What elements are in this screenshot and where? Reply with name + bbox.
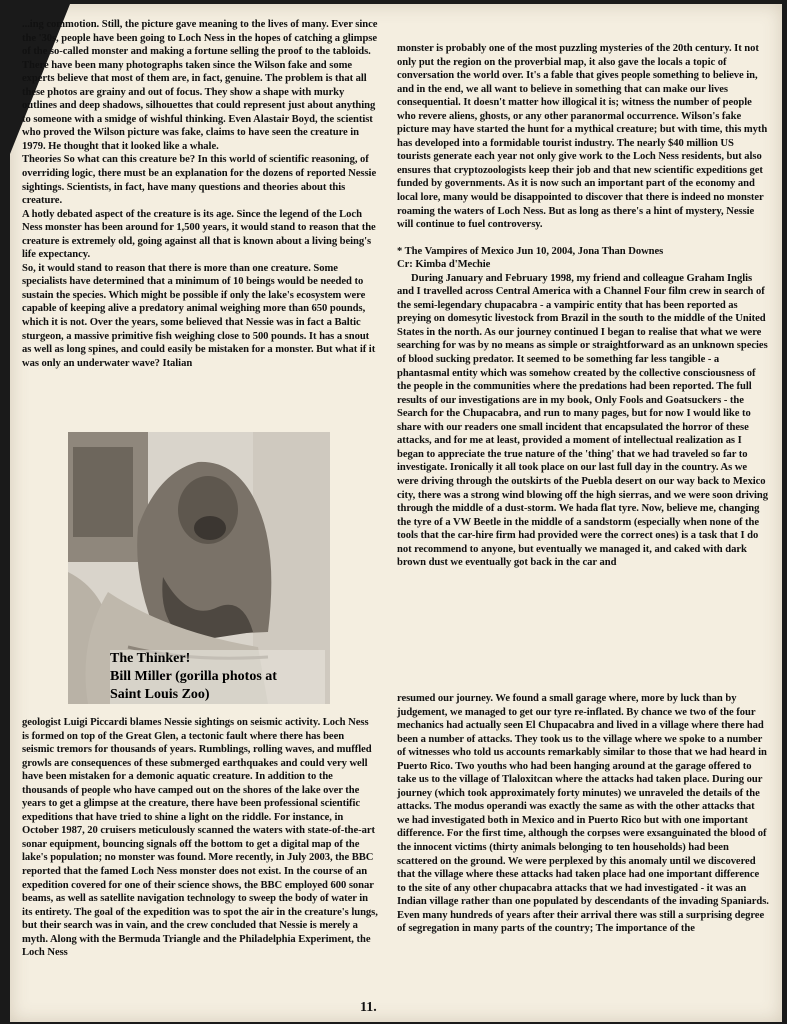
photo-caption xyxy=(110,650,325,704)
magazine-page xyxy=(10,4,782,1022)
right-column-top xyxy=(397,42,769,570)
paragraph: monster is probably one of the most puzzling mysteries of the 20th century. It not only put the region on the proverbial map, it also gave the locals a topic of conversation the world over. It's a fable that gives people something to believe in, and in the end, we all want to believe in something that can make our lives consequential. It doesn't matter how illogical it is; witness the number of people who revere aliens, ghosts, or any other paranormal occurrence. Wilson's fake picture may have started the hunt for a mythical creature; but with time, this myth has developed into a formidable tourist industry. The nearly $40 million US tourists generate each year not only give work to the Loch Ness residents, but also ensures that cryptozoologists keep their job and that new scientific expeditions get funded by governments. As it is now such an important part of the economy and local lore, many would be disappointed to discover that there is indeed no monster roaming the waters of Loch Ness. But as long as there's a hint of mystery, Nessie will continue to fuel controversy. xyxy=(397,43,768,231)
paragraph: So, it would stand to reason that there is more than one creature. Some specialists have determined that a minimum of 10 beings would be needed to sustain the species. Which might be possible if only the lake's ecosystem were capable of keeping alive a predatory animal weighing more than 650 pounds, which it is not. Over the years, some believed that Nessie was in fact a Baltic sturgeon, a massive primitive fish weighing close to 500 pounds. It has a snout as well as long spines, and could easily be mistaken for a monster. But what if it was only an underwater wave? Italian xyxy=(22,262,376,369)
right-column-bottom xyxy=(397,692,769,936)
paragraph: Theories So what can this creature be? In this world of scientific reasoning, of overriding logic, there must be an explanation for the dozens of reported Nessie sightings. Scientists, in fact, have many questions and theories about this creature. xyxy=(22,154,377,207)
paragraph: ...ing commotion. Still, the picture gave meaning to the lives of many. Ever since the '30s, people have been going to Loch Ness in the hopes of catching a glimpse of the so-called monster and making a fortune selling the proof to the tabloids. There have been many photographs taken since the Wilson fake and some experts believe that most of them are, in fact, genuine. The problem is that all these photos are grainy and out of focus. They show a shape with murky outlines and deep shadows, silhouettes that could represent just about anything to someone with a smidge of wishful thinking. Even Alastair Boyd, the scientist who proved the Wilson picture was fake, claims to have seen the creature in 1979. He thought that it looked like a whale. xyxy=(22,19,378,152)
paragraph: resumed our journey. We found a small garage where, more by luck than by judgement, we managed to get our tyre re-inflated. By chance we two of the four mechanics had actually seen El Chupacabra and lived in a village where there had been a number of attacks. They took us to the village where we spoke to a number of witnesses who told us accounts remarkably similar to those that we had heard in Puerto Rico. Two youths who had been hanging around at the garage offered to take us to the village of Tlaloxitcan where the attacks had taken place. During our journey (which took approximately forty minutes) we unraveled the details of the attacks. The modus operandi was exactly the same as with the other attacks that we had investigated both in Mexico and in Puerto Rico but with one important difference. For the first time, although the corpses were exsanguinated the blood of the innocent victims (thirty animals belonging to ten households) had been scattered on the ground. We were perplexed by this anomaly until we discovered that the village where these attacks had taken place had one important difference to the site of any other chupacabra attacks that we had investigated - it was an Indian village rather than one populated by descendants of the invading Spaniards. Even many hundreds of years after their arrival there was still a surprising degree of segregation in many parts of the country; The importance of the xyxy=(397,693,769,935)
left-column-top xyxy=(22,18,378,370)
page-number: 11. xyxy=(360,1000,377,1015)
paragraph: A hotly debated aspect of the creature is its age. Since the legend of the Loch Ness monster has been around for 1,500 years, it would stand to reason that the creature is extremely old, going against all that is known about a living being's life expectancy. xyxy=(22,208,376,261)
caption-title: The Thinker! xyxy=(110,651,191,666)
paragraph: geologist Luigi Piccardi blames Nessie sightings on seismic activity. Loch Ness is formed on top of the Great Glen, a tectonic fault where there has been seismic tremors for thousands of years. Rumblings, rolling waves, and muffled growls are consequences of these submerged earthquakes and could very well have been mistaken for a demonic aquatic creature. In addition to the thousands of people who have camped out on the shores of the lake over the years to get a glimpse at the creature, there have been professional scientific expeditions that have tried to shine a light on the riddle. For instance, in October 1987, 20 cruisers meticulously scanned the waters with state-of-the-art sonar equipment, bouncing signals off the bottom to get a digital map of the lake's population; no monster was found. More recently, in July 2003, the BBC reported that the famed Loch Ness monster does not exist. In the course of an expedition covered for one of their science shows, the BBC employed 600 sonar beams, as well as satellite navigation technology to sweep the body of water in its entirety. The goal of the expedition was to spot the air in the creature's lungs, but their search was in vain, and the crew concluded that Nessie is merely a myth. Along with the Bermuda Triangle and the Philadelphia Experiment, the Loch Ness xyxy=(22,717,378,959)
caption-credit-line2: Saint Louis Zoo) xyxy=(110,687,210,702)
paragraph: During January and February 1998, my friend and colleague Graham Inglis and I travelled across Central America with a Channel Four film crew in search of the semi-legendary chupacabra - a vampiric entity that has been reported as preying on domesytic livestock from Brazil in the south to the middle of the United States in the north. As our journey continued I began to realise that what we were searching for was by no means as simple or straightforward as an unknown species of blood sucking predator. It seemed to be something far less tangible - a phantasmal entity which was somehow created by the collective consciousness of the people in the communities where the predations had been reported. The full results of our investigations are in my book, Only Fools and Goatsuckers - the Search for the Chupacabra, and run to many pages, but for now I would like to share with our readers one small incident that encapsulated the horror of these attacks, and for me at least, provided a moment of intellectual realization as I began to appreciate the true nature of the 'thing' that we had traveled so far to investigate. Ironically it all took place on our last full day in the country. As we were driving through the outskirts of the Puebla desert on our way back to Mexico city, there was a strong wind blowing off the high sierras, and we were soon driving through the middle of a dust-storm. We hada flat tyre. Now, believe me, changing the tyre of a VW Beetle in the middle of a sandstorm (especially when none of the tools that the car-hire firm had provided were the correct ones) is a task that I do not recommend to anyone, but eventually we managed it, and caked with dark brown dust we eventually got back in the car and xyxy=(397,272,769,569)
caption-credit-line1: Bill Miller (gorilla photos at xyxy=(110,669,277,684)
gorilla-photo xyxy=(68,432,330,704)
article-heading: * The Vampires of Mexico Jun 10, 2004, Jona Than Downes xyxy=(397,245,664,257)
article-credit: Cr: Kimba d'Mechie xyxy=(397,259,491,271)
left-column-bottom xyxy=(22,716,378,960)
